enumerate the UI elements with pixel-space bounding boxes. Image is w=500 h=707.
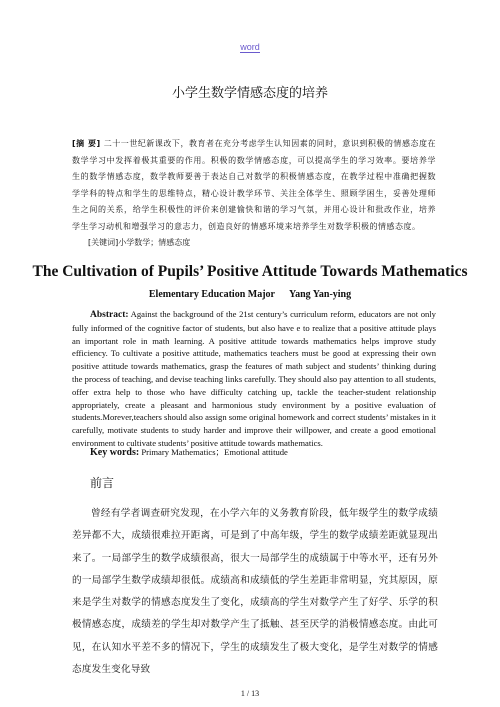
chinese-abstract-text: 二十一世纪新课改下，教育者在充分考虑学生认知因素的同时，意识到积极的情感态度在数学学习中发挥着极其重要的作用。积极的数学情感态度，可以提高学生的学习效率。要培养学生的数学情感态度，数学教师要善于表达自己对数学的积极情感态度，在教学过程中准确把握数学学科的特点和学生的思维特点，精心设计教学环节、关注全体学生、照顾学困生，妥善处理师生之间的关系，给学生积极性的评价来创建愉快和谐的学习气氛，并用心设计和批改作业，培养学生学习动机和增强学习的意志力，创造良好的情感环境来培养学生对数学积极的情感态度。 xyxy=(72,139,437,231)
english-title: The Cultivation of Pupils’ Positive Attitude Towards Mathematics xyxy=(32,263,468,280)
english-abstract-text: Against the background of the 21st century’s curriculum reform, educators are not only fully informed of the cognitive factor of students, but also have e to realize that a positive attitude plays an important role in math learning. A positive attitude towards mathematics helps improve study efficiency. To cultivate a positive attitude, mathematics teachers must be good at expressing their own positive attitude towards mathematics, grasp the features of math subject and students’ thinking during the process of teaching, and devise teaching links carefully. They should also pay attention to all students, offer extra help to those who have difficulty catching up, tackle the teacher-student relationship appropriately, create a pleasant and harmonious study environment by a positive evaluation of students.Morever,teachers should also assign some original homework and correct students’ mistakes in it carefully, motivate students to study harder and improve their willpower, and create a good emotional environment to cultivate students’ positive attitude towards mathematics. xyxy=(72,309,436,448)
english-major: Elementary Education Major xyxy=(148,289,275,300)
chinese-keywords-text: 小学数学；情感态度 xyxy=(118,238,191,247)
section-heading: 前言 xyxy=(90,476,115,490)
chinese-abstract xyxy=(72,136,436,235)
chinese-keywords xyxy=(88,237,428,248)
english-author-line xyxy=(0,289,500,300)
english-abstract xyxy=(72,308,436,450)
english-author: Yang Yan-ying xyxy=(288,289,352,300)
page-header xyxy=(0,42,500,52)
chinese-abstract-label: [摘 要] xyxy=(72,139,101,148)
chinese-title: 小学生数学情感态度的培养 xyxy=(171,86,328,101)
page-number: 1 / 13 xyxy=(240,689,260,698)
english-keywords-label: Key words: xyxy=(90,447,140,458)
section-paragraph: 曾经有学者调查研究发现，在小学六年的义务教育阶段，低年级学生的数学成绩差异都不大，成绩很难拉开距离，可是到了中高年级，学生的数学成绩差距就显现出来了。一局部学生的数学成绩很高，很大一局部学生的成绩属于中等水平，还有另外的一局部学生数学成绩却很低。成绩高和成绩低的学生差距非常明显，究其原因，原来是学生对数学的情感态度发生了变化，成绩高的学生对数学产生了好学、乐学的积极情感态度，成绩差的学生却对数学产生了抵触、甚至厌学的消极情感态度。由此可见，在认知水平差不多的情况下，学生的成绩发生了极大变化，是学生对数学的情感态度发生变化导致 xyxy=(72,508,438,676)
chinese-keywords-label: [关键词] xyxy=(88,238,119,247)
english-keywords-text: Primary Mathematics；Emotional attitude xyxy=(141,447,288,457)
header-text: word xyxy=(240,42,260,52)
english-abstract-label: Abstract: xyxy=(90,310,129,320)
english-keywords xyxy=(90,446,430,458)
